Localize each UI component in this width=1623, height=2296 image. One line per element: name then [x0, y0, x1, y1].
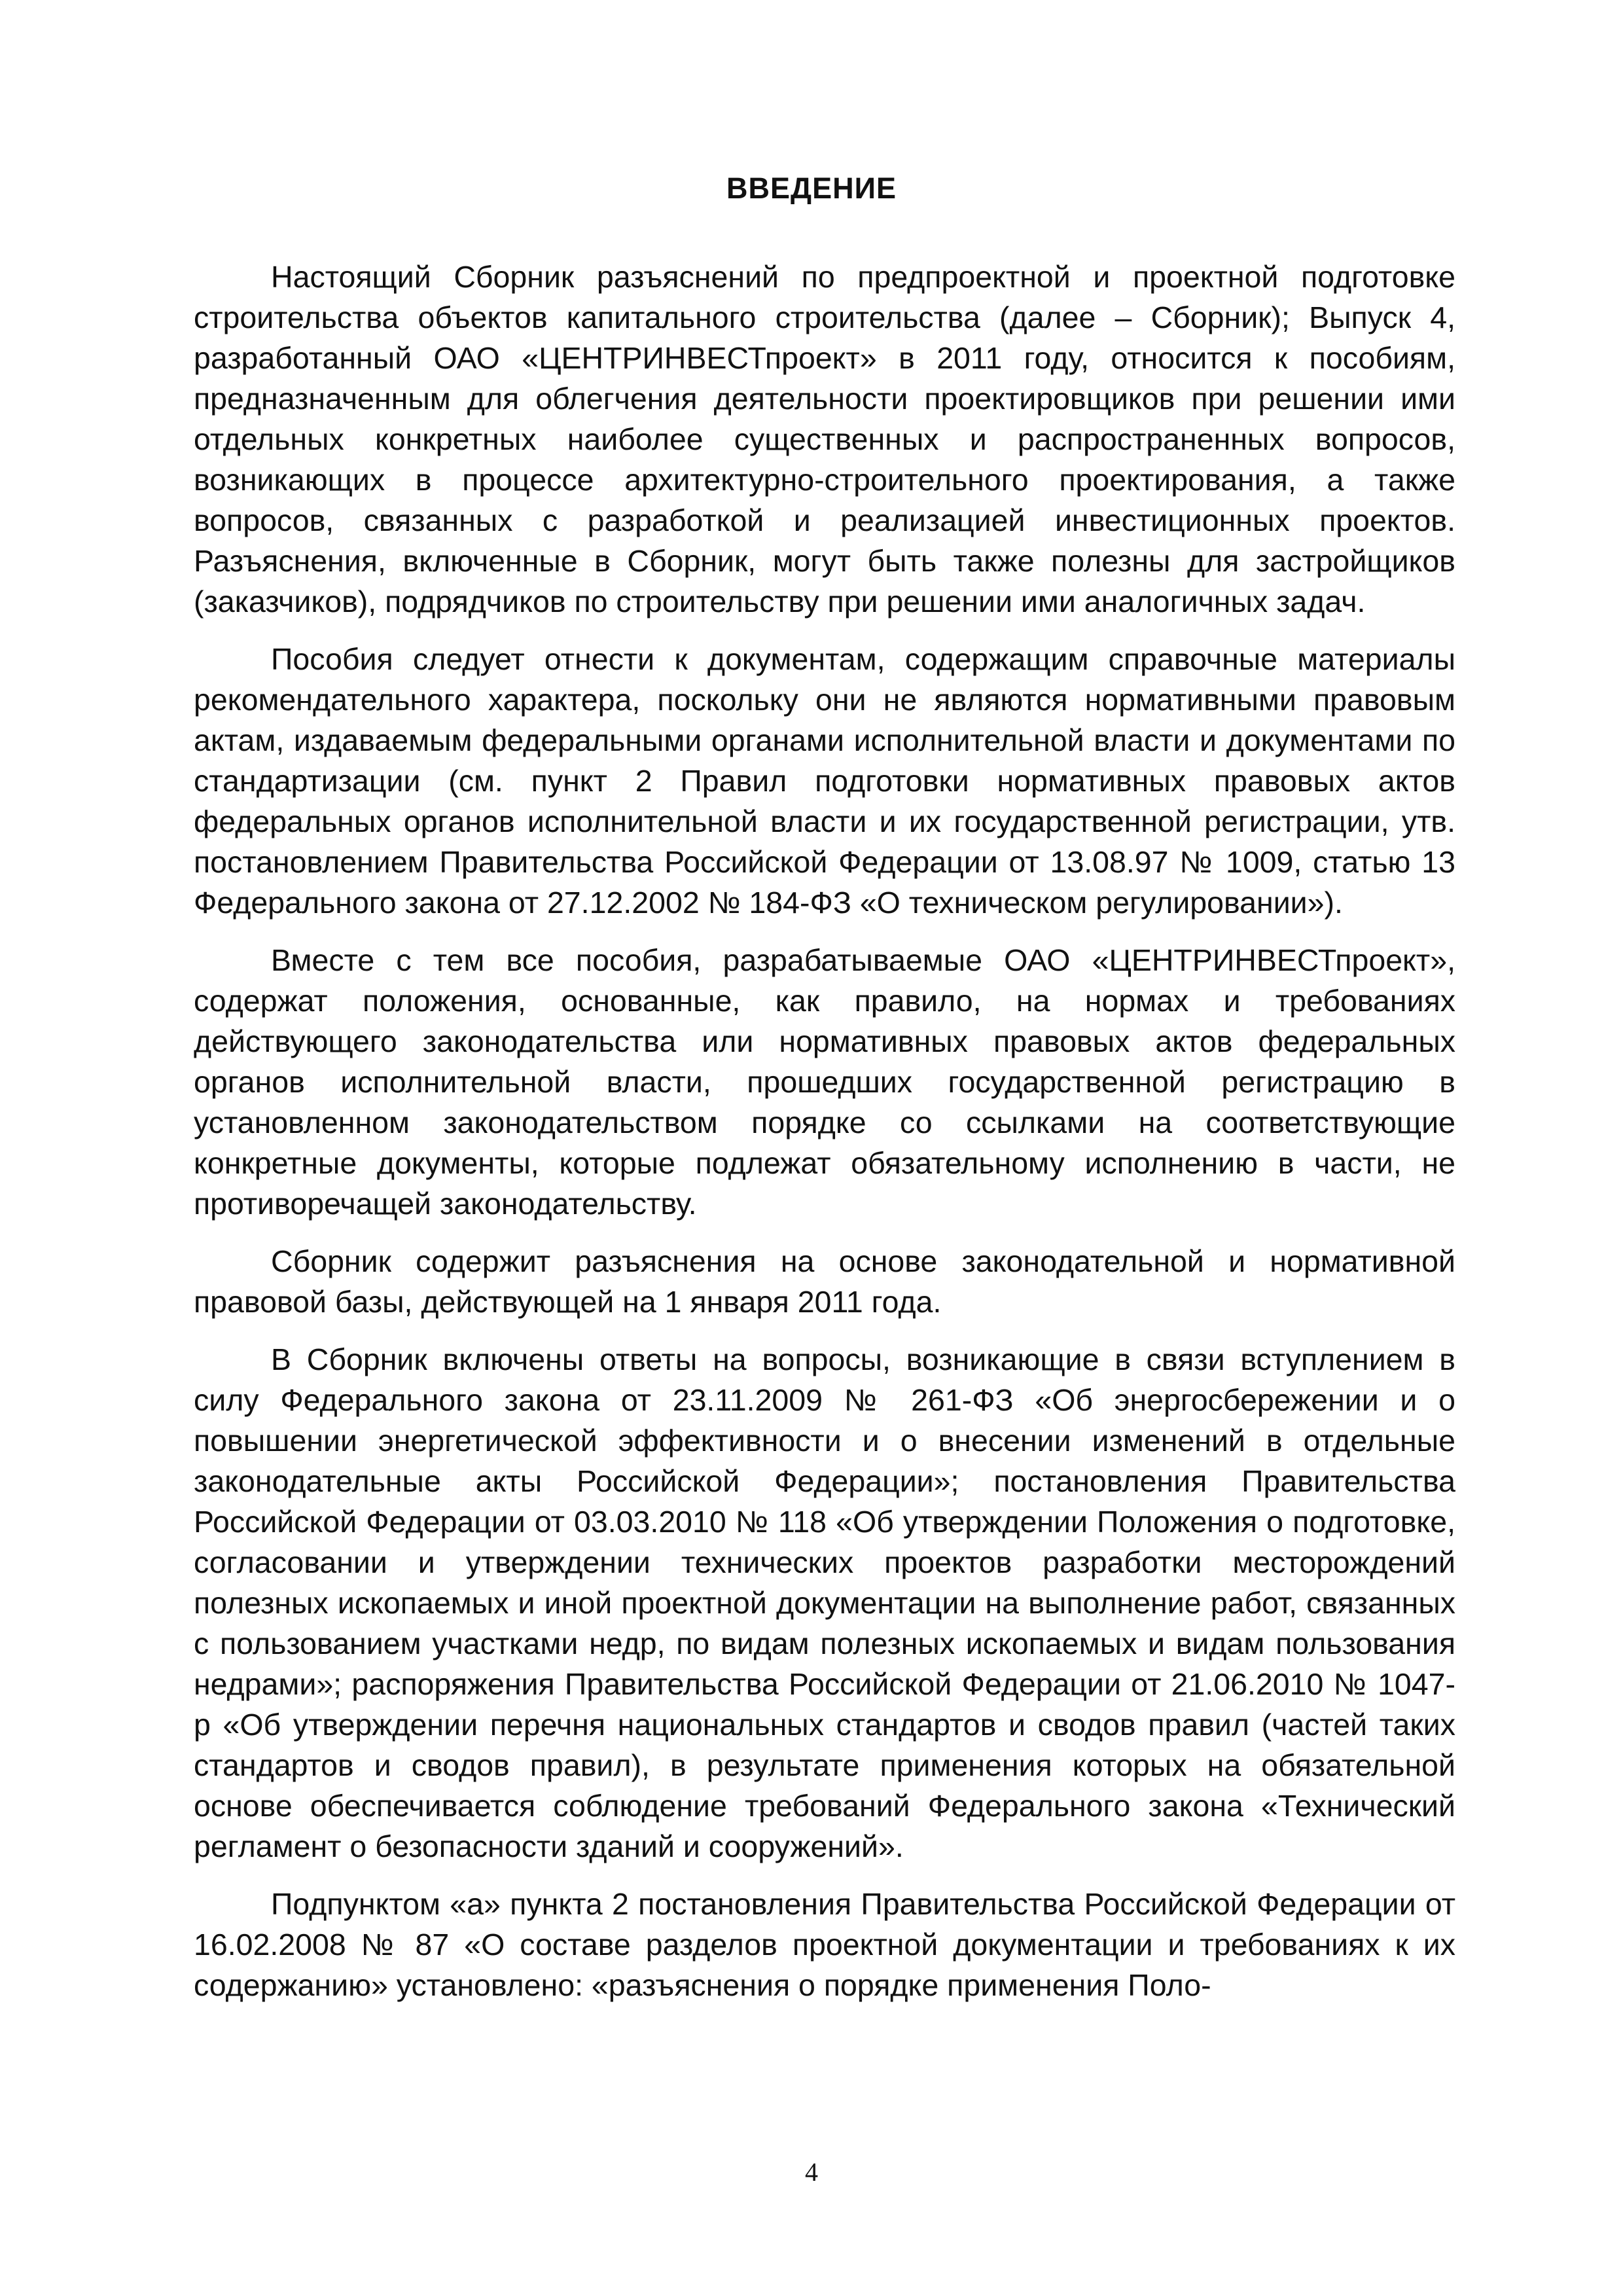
paragraph: Сборник содержит разъяснения на основе законодательной и нормативной правовой базы, действующей на 1 января 2011 года.: [194, 1244, 1455, 1319]
paragraph: В Сборник включены ответы на вопросы, возникающие в связи вступлением в силу Федерального закона от 23.11.2009 № 261-ФЗ «Об энергосбережении и о повышении энергетической эффективности и о внесении изменений в отдельные законодательные акты Российской Федерации»; постановления Правительства Российской Федерации от 03.03.2010 № 118 «Об утверждении Положения о подготовке, согласовании и утверждении технических проектов разработки месторождений полезных ископаемых и иной проектной документации на выполнение работ, связанных с пользованием участками недр, по видам полезных ископаемых и видам пользования недрами»; распоряжения Правительства Российской Федерации от 21.06.2010 № 1047-р «Об утверждении перечня национальных стандартов и сводов правил (частей таких стандартов и сводов правил), в результате применения которых на обязательной основе обеспечивается соблюдение требований Федерального закона «Технический регламент о безопасности зданий и сооружений».: [194, 1342, 1455, 1863]
document-body: [194, 257, 1455, 2022]
page-number: 4: [805, 2157, 818, 2187]
paragraph: Вместе с тем все пособия, разрабатываемые ОАО «ЦЕНТРИНВЕСТпроект», содержат положения, основанные, как правило, на нормах и требованиях действующего законодательства или нормативных правовых актов федеральных органов исполнительной власти, прошедших государственной регистрацию в установленном законодательством порядке со ссылками на соответствующие конкретные документы, которые подлежат обязательному исполнению в части, не противоречащей законодательству.: [194, 943, 1455, 1221]
section-heading: ВВЕДЕНИЕ: [726, 171, 897, 205]
paragraph: Настоящий Сборник разъяснений по предпроектной и проектной подготовке строительства объектов капитального строительства (далее – Сборник); Выпуск 4, разработанный ОАО «ЦЕНТРИНВЕСТпроект» в 2011 году, относится к пособиям, предназначенным для облегчения деятельности проектировщиков при решении ими отдельных конкретных наиболее существенных и распространенных вопросов, возникающих в процессе архитектурно-строительного проектирования, а также вопросов, связанных с разработкой и реализацией инвестиционных проектов. Разъяснения, включенные в Сборник, могут быть также полезны для застройщиков (заказчиков), подрядчиков по строительству при решении ими аналогичных задач.: [194, 260, 1455, 619]
paragraph: Пособия следует отнести к документам, содержащим справочные материалы рекомендательного характера, поскольку они не являются нормативными правовым актам, издаваемым федеральными органами исполнительной власти и документами по стандартизации (см. пункт 2 Правил подготовки нормативных правовых актов федеральных органов исполнительной власти и их государственной регистрации, утв. постановлением Правительства Российской Федерации от 13.08.97 № 1009, статью 13 Федерального закона от 27.12.2002 № 184-ФЗ «О техническом регулировании»).: [194, 642, 1455, 920]
paragraph: Подпунктом «а» пункта 2 постановления Правительства Российской Федерации от 16.02.2008 № 87 «О составе разделов проектной документации и требованиях к их содержанию» установлено: «разъяснения о порядке применения Поло-: [194, 1887, 1455, 2002]
